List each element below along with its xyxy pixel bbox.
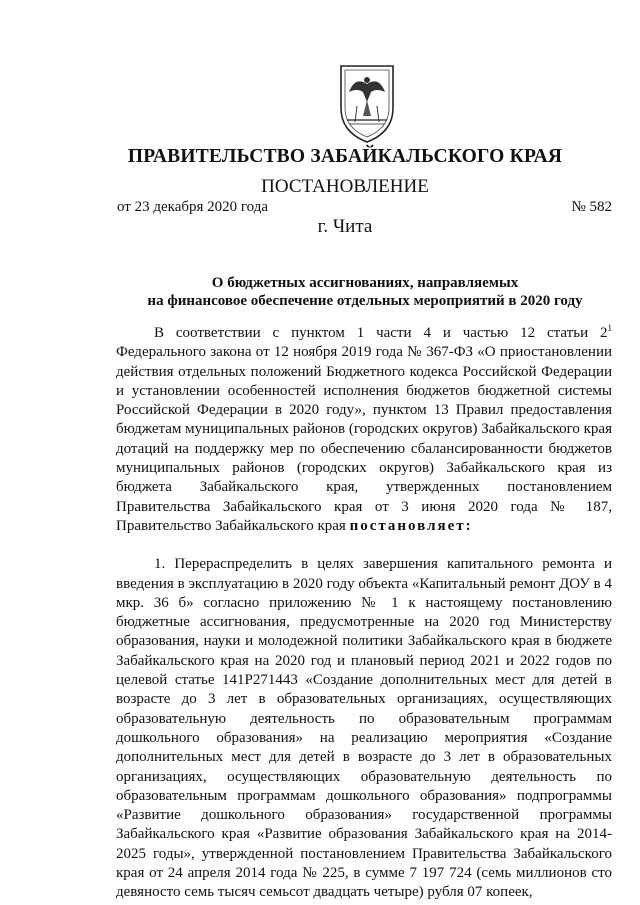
document-date: от 23 декабря 2020 года (117, 199, 269, 215)
document-body (116, 324, 612, 903)
coat-of-arms-icon (327, 62, 407, 144)
preamble-text-rest: Федерального закона от 12 ноября 2019 года № 367-ФЗ «О приостановлении действия отдельных положений Бюджетного кодекса Российской Федерации и установлении особенностей исполнения бюджетов бюджетной системы Российской Федерации в 2020 году», пунктом 13 Правил предоставления бюджетам муниципальных районов (городских округов) Забайкальского края дотаций на поддержку мер по обеспечению сбалансированности бюджетов муниципальных районов (городских округов) Забайкальского края из бюджета Забайкальского края, утвержденных постановлением Правительства Забайкальского края от 3 июня 2020 года № 187, Правительство Забайкальского края (116, 344, 612, 534)
document-number: № 582 (571, 199, 612, 215)
resolves-keyword: постановляет: (349, 517, 473, 534)
article-superscript: 1 (607, 323, 612, 333)
document-title (115, 274, 615, 310)
document-type: ПОСТАНОВЛЕНИЕ (261, 176, 429, 197)
paragraph-item-1: 1. Перераспределить в целях завершения капитального ремонта и введения в эксплуатацию в 2020 году объекта «Капитальный ремонт ДОУ в 4 мкр. 36 б» согласно приложению № 1 к настоящему постановлению бюджетные ассигнования, предусмотренные на 2020 год Министерству образования, науки и молодежной политики Забайкальского края в бюджете Забайкальского края на 2020 год и плановый период 2021 и 2022 годов по целевой статье 141Р271443 «Создание дополнительных мест для детей в возрасте до 3 лет в образовательных организациях, осуществляющих образовательную деятельность по образовательным программам дошкольного образования» на реализацию мероприятия «Создание дополнительных мест для детей в возрасте до 3 лет в образовательных организациях, осуществляющих образовательную деятельность по образовательным программам дошкольного образования» подпрограммы «Развитие дошкольного образования» государственной программы Забайкальского края «Развитие образования Забайкальского края на 2014-2025 годы», утвержденной постановлением Правительства Забайкальского края от 24 апреля 2014 года № 225, в сумме 7 197 724 (семь миллионов сто девяносто семь тысяч семьсот двадцать четыре) рубля 07 копеек, (116, 556, 612, 901)
paragraph-preamble (116, 324, 612, 536)
title-line-1: О бюджетных ассигнованиях, направляемых (211, 275, 519, 291)
document-city: г. Чита (317, 216, 373, 237)
preamble-text-start: В соответствии с пунктом 1 части 4 и частью 12 статьи 2 (154, 325, 608, 341)
title-line-2: на финансовое обеспечение отдельных мероприятий в 2020 году (147, 293, 583, 309)
organization-name: ПРАВИТЕЛЬСТВО ЗАБАЙКАЛЬСКОГО КРАЯ (127, 146, 563, 167)
